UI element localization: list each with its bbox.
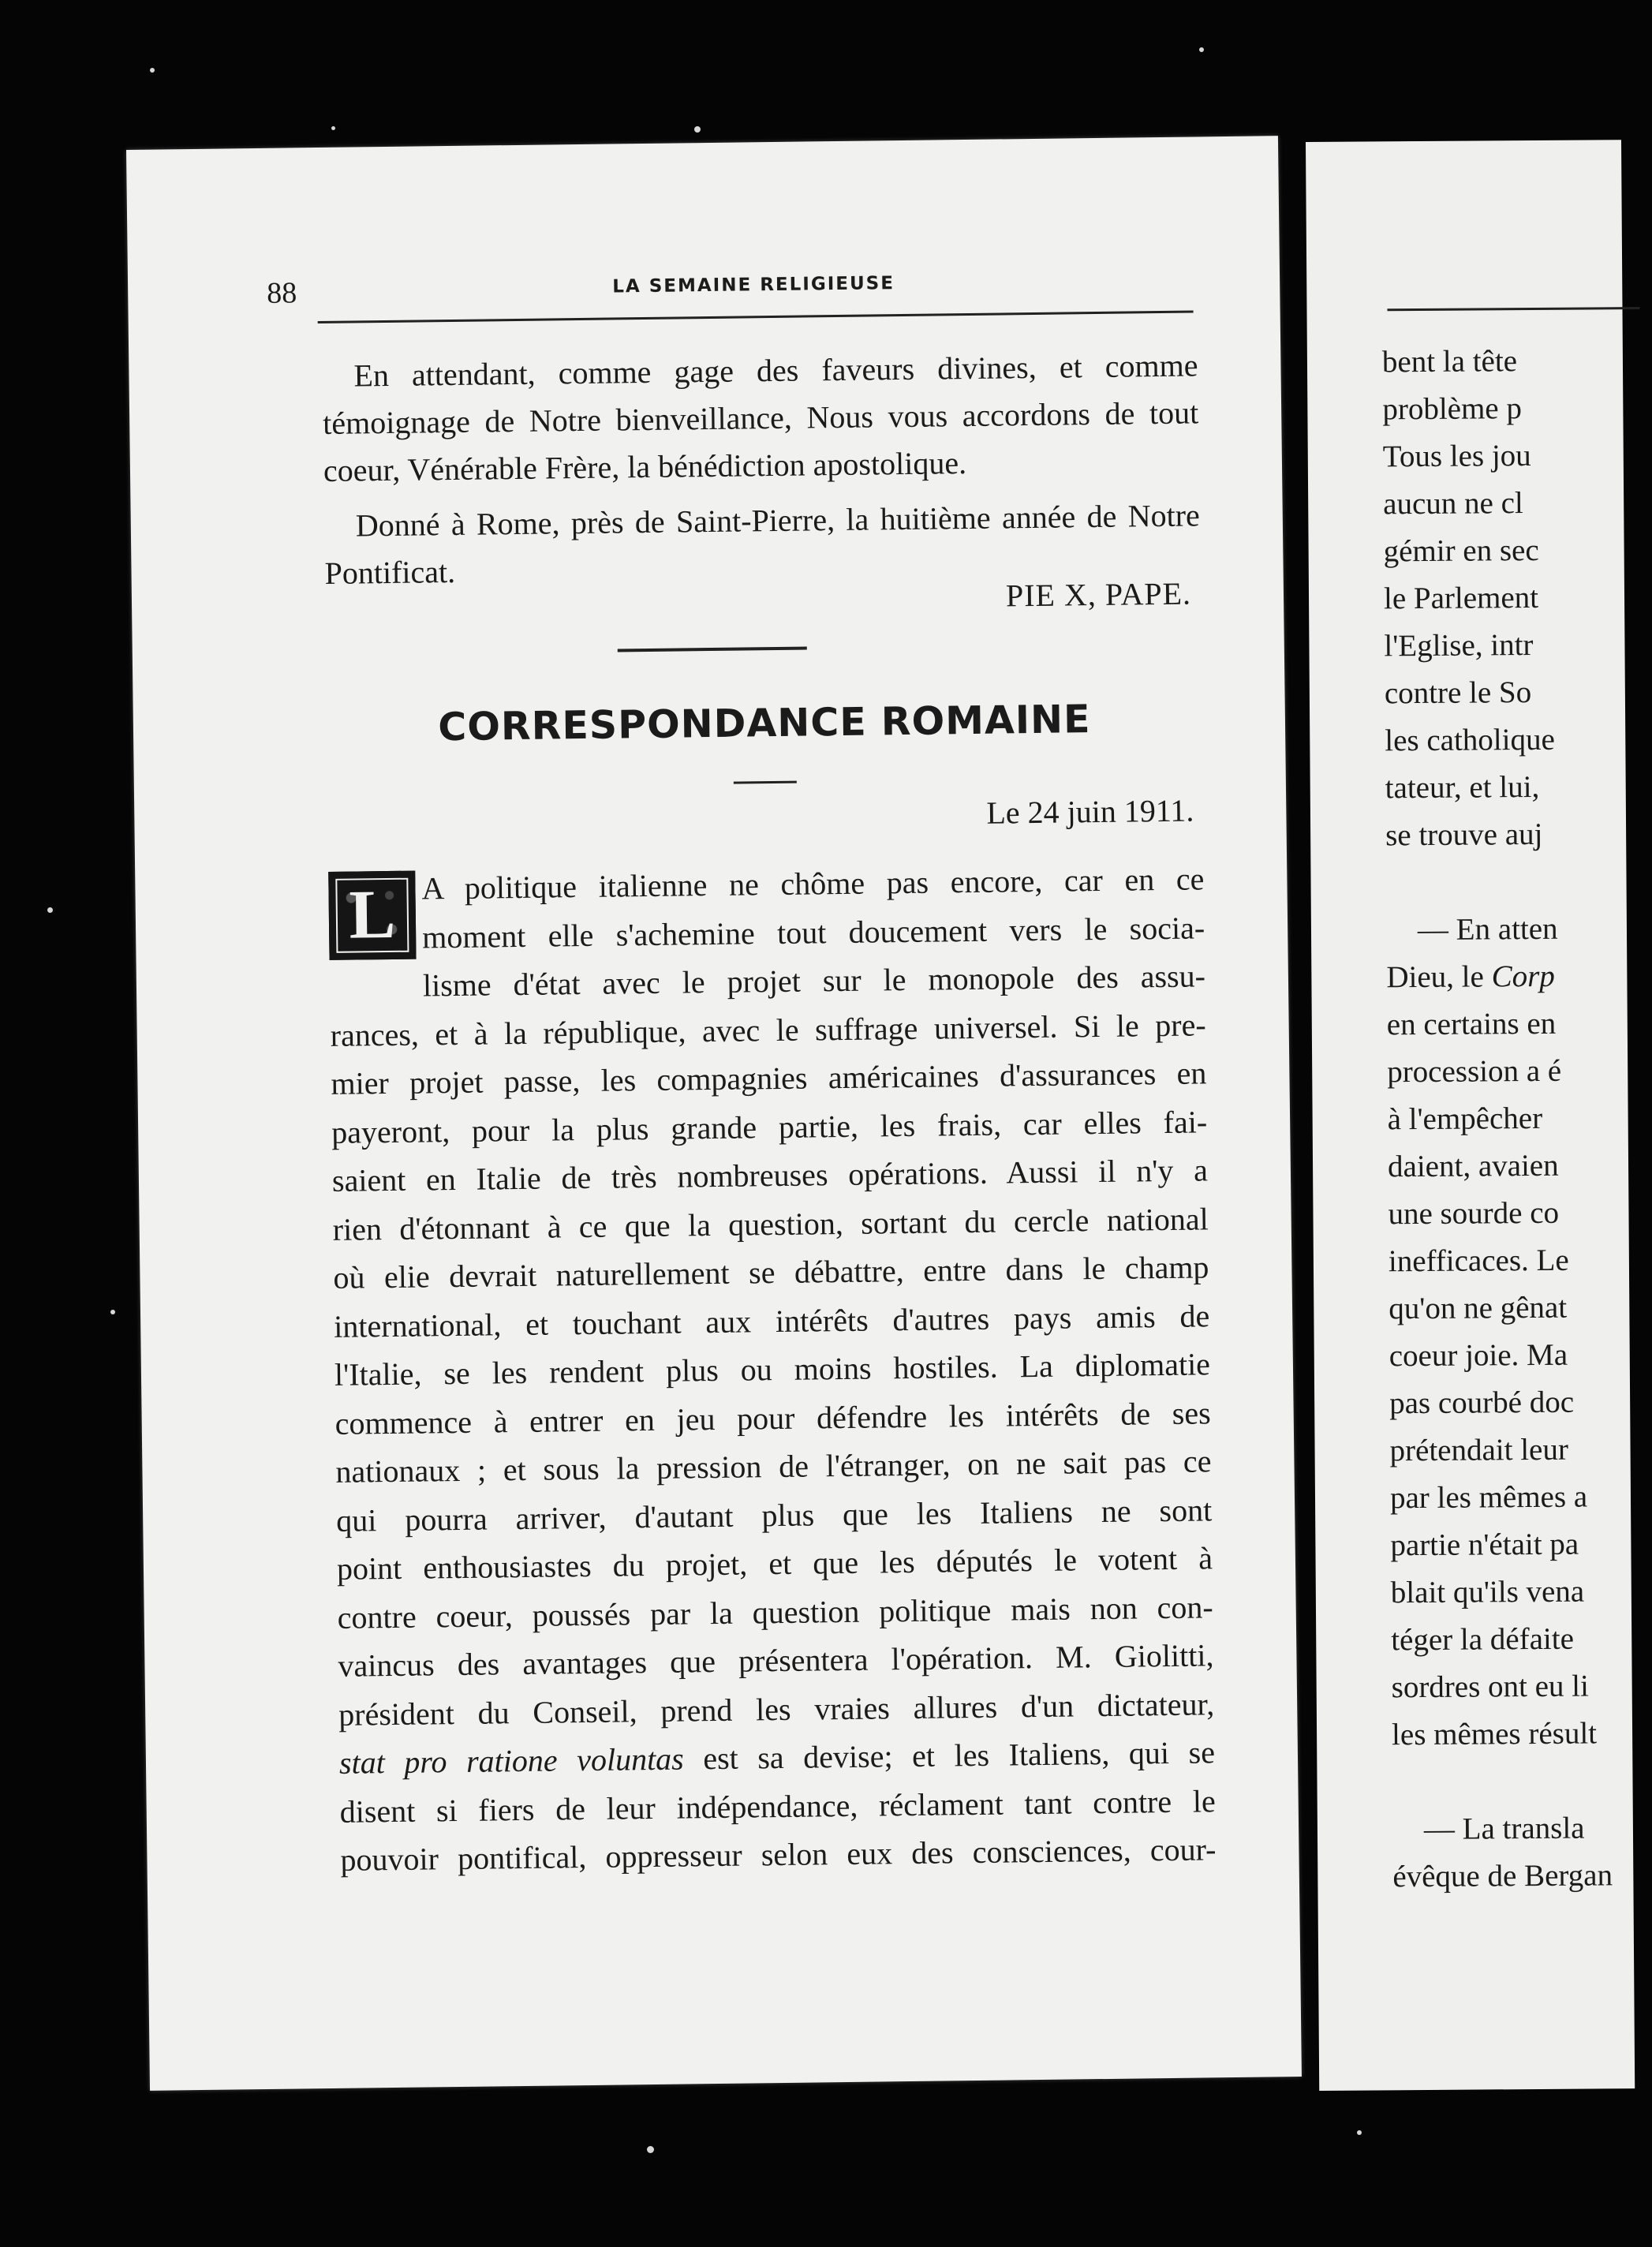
latin-motto: stat pro ratione voluntas (338, 1740, 684, 1781)
paragraph-gap (1392, 1757, 1612, 1806)
closing-paragraphs (322, 342, 1201, 597)
right-line: sordres ont eu li (1391, 1669, 1590, 1705)
body-line: international, et touchant aux intérêts d'autres pays amis de (333, 1297, 1210, 1344)
right-page-text (1382, 337, 1613, 1901)
right-line: daient, avaien (1387, 1148, 1559, 1184)
right-line: inefficaces. Le (1388, 1243, 1569, 1279)
right-line: gémir en sec (1383, 533, 1539, 569)
right-line: en certains en (1386, 1006, 1557, 1042)
body-line: commence à entrer en jeu pour défendre les intérêts de ses (335, 1394, 1211, 1441)
body-line: où elie devrait naturellement se débattre, entre dans le champ (333, 1249, 1209, 1295)
right-line: procession a é (1387, 1053, 1562, 1090)
body-line: vaincus des avantages que présentera l'opération. M. Giolitti, (338, 1637, 1214, 1684)
right-line: le Parlement (1383, 580, 1539, 616)
body-line: rances, et à la république, avec le suffrage universel. Si le pre- (330, 1006, 1206, 1053)
closing-paragraph: Donné à Rome, près de Saint-Pierre, la huitième année de Notre Pontificat. (324, 497, 1201, 591)
body-line: contre coeur, poussés par la question politique mais non con- (337, 1588, 1213, 1636)
section-title: CORRESPONDANCE ROMAINE (437, 697, 1091, 750)
right-line: contre le So (1384, 675, 1532, 711)
right-line: tateur, et lui, (1385, 769, 1540, 806)
left-page (126, 136, 1302, 2091)
body-line: moment elle s'achemine tout doucement vers le socia- (421, 909, 1205, 955)
right-line: bent la tête (1381, 344, 1518, 379)
film-speck (331, 126, 335, 130)
dateline: Le 24 juin 1911. (986, 792, 1194, 831)
right-line: l'Eglise, intr (1384, 628, 1534, 664)
papal-signature: PIE X, PAPE. (1005, 575, 1192, 614)
body-line: l'Italie, se les rendent plus ou moins hostiles. La diplomatie (334, 1346, 1211, 1393)
closing-paragraph: En attendant, comme gage des faveurs divines, et comme témoignage de Notre bienveillance, Nous vous accordons de tout coeur, Vénérable Frère, la bénédiction apostolique. (322, 347, 1199, 488)
film-speck (47, 907, 53, 913)
right-line: problème p (1382, 391, 1523, 427)
right-line: une sourde co (1388, 1195, 1560, 1232)
film-speck (694, 126, 701, 133)
right-line: blait qu'ils vena (1390, 1574, 1585, 1610)
right-line: se trouve auj (1385, 817, 1543, 853)
film-speck (110, 1310, 115, 1314)
film-speck (647, 2146, 654, 2153)
body-line: point enthousiastes du projet, et que les députés le votent à (336, 1540, 1213, 1587)
page-number: 88 (266, 276, 297, 310)
article-body (328, 854, 1217, 1884)
right-line: — La transla (1423, 1811, 1585, 1847)
title-underline (734, 781, 797, 784)
body-line: nationaux ; et sous la pression de l'étranger, on ne sait pas ce (335, 1443, 1212, 1490)
film-speck (1199, 47, 1204, 52)
right-line-italic: Corp (1491, 959, 1555, 994)
right-line: — En atten (1417, 911, 1558, 948)
right-line: pas courbé doc (1389, 1385, 1575, 1421)
body-line-continuation: est sa devise; et les Italiens, qui se (683, 1734, 1216, 1777)
body-line: saient en Italie de très nombreuses opérations. Aussi il n'y a (331, 1152, 1209, 1198)
section-divider (618, 647, 807, 652)
body-line: disent si fiers de leur indépendance, réclament tant contre le (339, 1782, 1216, 1830)
running-head (266, 265, 1192, 316)
right-line: les catholique (1385, 722, 1555, 758)
film-speck (1357, 2130, 1362, 2135)
right-header-rule (1387, 307, 1639, 311)
body-line: président du Conseil, prend les vraies allures d'un dictateur, (338, 1685, 1215, 1733)
right-line: évêque de Bergan (1392, 1858, 1613, 1894)
paragraph-gap (1385, 858, 1605, 907)
drop-cap-letter: L (348, 876, 396, 954)
body-line: payeront, pour la plus grande partie, les frais, car elles fai- (331, 1103, 1208, 1150)
body-line: pouvoir pontifical, oppresseur selon eux des consciences, cour- (340, 1831, 1217, 1878)
right-line: aucun ne cl (1383, 486, 1523, 522)
right-line-prefix: Dieu, le (1386, 959, 1492, 995)
body-line: rien d'étonnant à ce que la question, sortant du cercle national (332, 1200, 1209, 1247)
film-speck (150, 68, 155, 73)
right-line: coeur joie. Ma (1389, 1337, 1568, 1374)
journal-title: LA SEMAINE RELIGIEUSE (612, 273, 895, 297)
right-line: Tous les jou (1382, 439, 1531, 474)
right-page (1306, 140, 1635, 2091)
right-line: téger la défaite (1391, 1621, 1575, 1658)
body-line: lisme d'état avec le projet sur le monopole des assu- (422, 958, 1206, 1004)
right-line: partie n'était pa (1390, 1527, 1579, 1563)
right-line: qu'on ne gênat (1389, 1290, 1568, 1326)
body-line: qui pourra arriver, d'autant plus que les Italiens ne sont (335, 1491, 1213, 1539)
body-line: mier projet passe, les compagnies américaines d'assurances en (331, 1055, 1207, 1101)
right-line: les mêmes résult (1391, 1716, 1598, 1752)
body-line: A politique italienne ne chôme pas encore, car en ce (421, 861, 1205, 907)
right-line: prétendait leur (1389, 1432, 1569, 1468)
right-line: par les mêmes a (1389, 1479, 1588, 1516)
right-line: à l'empêcher (1387, 1101, 1543, 1137)
right-line-with-italic (1386, 952, 1606, 1001)
